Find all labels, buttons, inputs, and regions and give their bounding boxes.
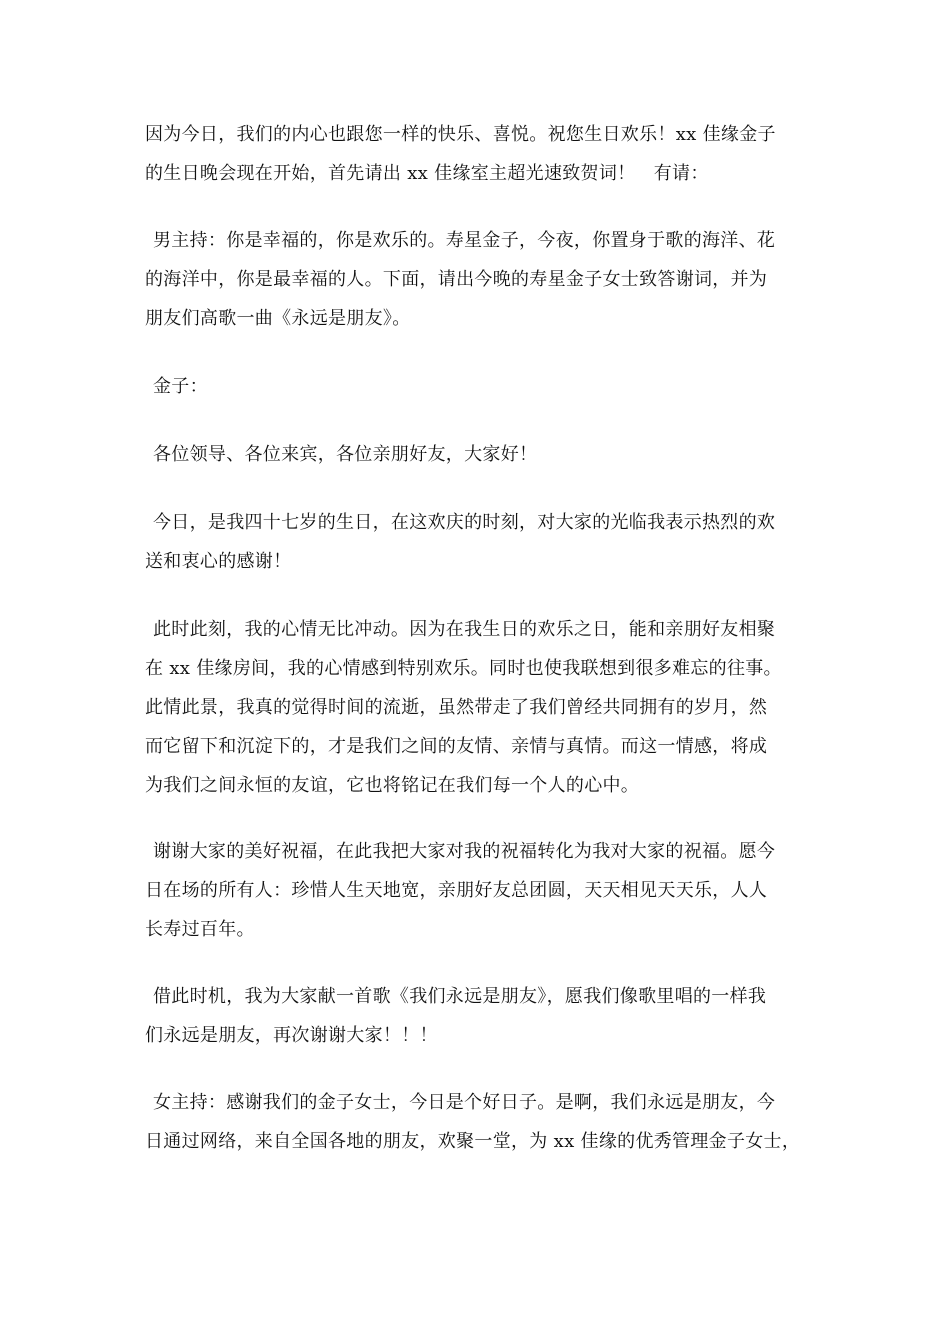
- paragraph-start-line: 今日，是我四十七岁的生日，在这欢庆的时刻，对大家的光临我表示热烈的欢: [153, 512, 776, 533]
- text-line: 而它留下和沉淀下的，才是我们之间的友情、亲情与真情。而这一情感，将成: [145, 736, 768, 757]
- text-line: 因为今日，我们的内心也跟您一样的快乐、喜悦。祝您生日欢乐！xx 佳缘金子: [145, 124, 776, 145]
- text-line: 的海洋中，你是最幸福的人。下面，请出今晚的寿星金子女士致答谢词，并为: [145, 269, 768, 290]
- paragraph-start-line: 此时此刻，我的心情无比冲动。因为在我生日的欢乐之日，能和亲朋好友相聚: [153, 619, 776, 640]
- text-line: 的生日晚会现在开始，首先请出 xx 佳缘室主超光速致贺词！ 有请：: [145, 163, 709, 184]
- text-line: 日在场的所有人：珍惜人生天地宽，亲朋好友总团圆，天天相见天天乐，人人: [145, 880, 768, 901]
- text-line: 朋友们高歌一曲《永远是朋友》。: [145, 308, 411, 329]
- paragraph-start-line: 借此时机，我为大家献一首歌《我们永远是朋友》，愿我们像歌里唱的一样我: [153, 986, 767, 1007]
- paragraph-start-line: 女主持：感谢我们的金子女士，今日是个好日子。是啊，我们永远是朋友，今: [153, 1092, 776, 1113]
- text-line: 在 xx 佳缘房间，我的心情感到特别欢乐。同时也使我联想到很多难忘的往事。: [145, 658, 782, 679]
- text-line: 日通过网络，来自全国各地的朋友，欢聚一堂，为 xx 佳缘的优秀管理金子女士，: [145, 1131, 801, 1152]
- speaker-label: 金子：: [153, 376, 208, 397]
- paragraph-start-line: 谢谢大家的美好祝福，在此我把大家对我的祝福转化为我对大家的祝福。愿今: [153, 841, 776, 862]
- text-line: 此情此景，我真的觉得时间的流逝，虽然带走了我们曾经共同拥有的岁月，然: [145, 697, 768, 718]
- paragraph-start-line: 男主持：你是幸福的，你是欢乐的。寿星金子，今夜，你置身于歌的海洋、花: [153, 230, 776, 251]
- text-line: 长寿过百年。: [145, 919, 255, 940]
- text-line: 们永远是朋友，再次谢谢大家！！！: [145, 1025, 438, 1046]
- text-line: 送和衷心的感谢！: [145, 551, 292, 572]
- text-line: 为我们之间永恒的友谊，它也将铭记在我们每一个人的心中。: [145, 775, 640, 796]
- paragraph-start-line: 各位领导、各位来宾，各位亲朋好友，大家好！: [153, 444, 538, 465]
